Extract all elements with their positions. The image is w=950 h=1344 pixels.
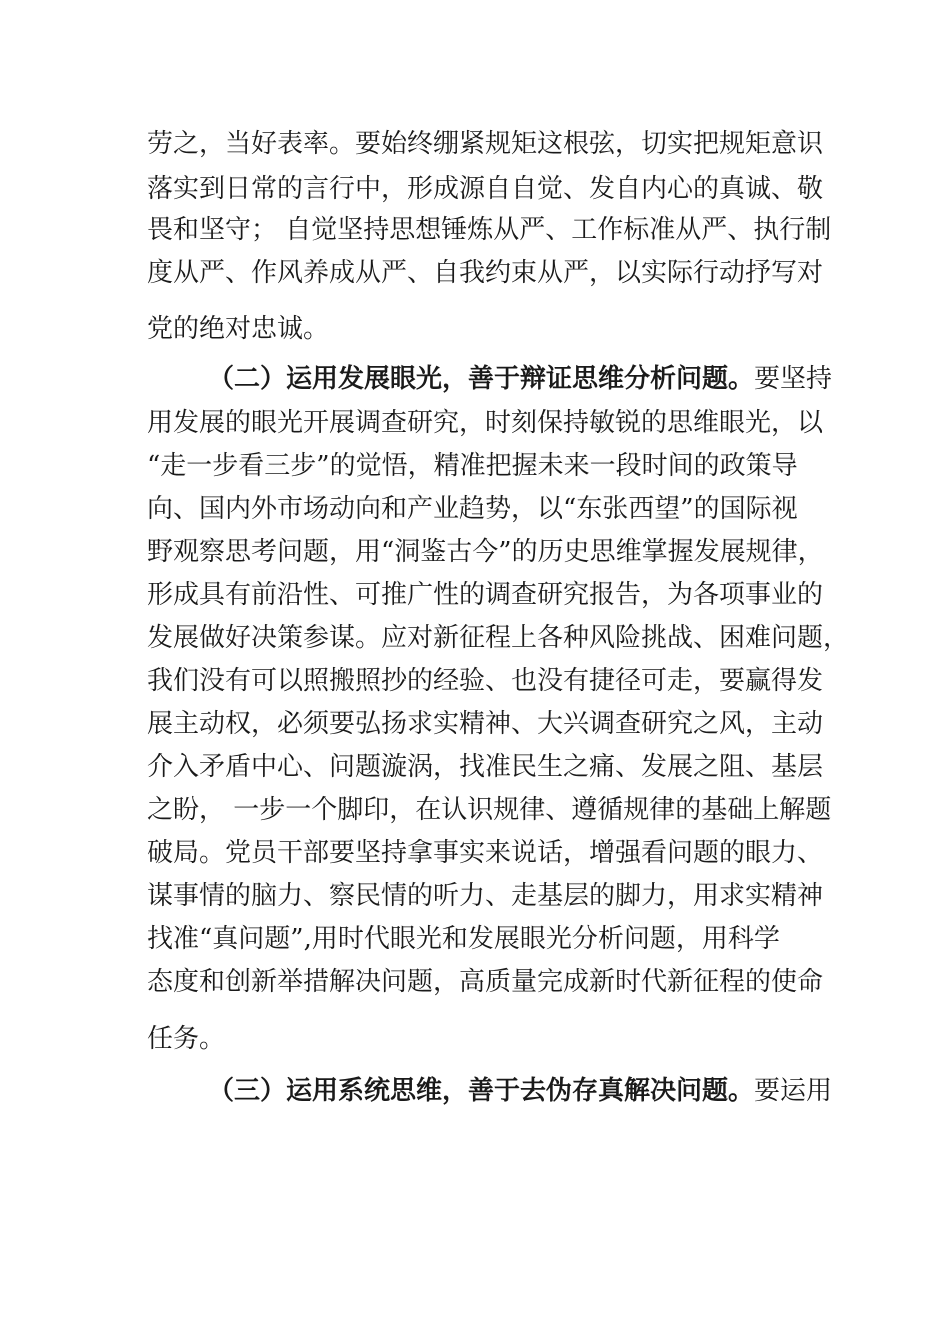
section-heading-tail: 要运用 [754,1076,833,1106]
text-line: 破局。党员干部要坚持拿事实来说话，增强看问题的眼力、 [147,838,824,868]
text-line: 介入矛盾中心、问题漩涡，找准民生之痛、发展之阻、基层 [147,752,824,782]
text-line: 形成具有前沿性、可推广性的调查研究报告，为各项事业的 [147,580,824,610]
section-heading: （二）运用发展眼光，善于辩证思维分析问题。 [208,364,755,394]
text-line: 发展做好决策参谋。应对新征程上各种风险挑战、困难问题， [147,623,850,653]
text-line: 劳之，当好表率。要始终绷紧规矩这根弦，切实把规矩意识 [147,129,824,159]
text-line: 向、国内外市场动向和产业趋势，以“东张西望”的国际视 [147,494,798,524]
text-line: 党的绝对忠诚。 [147,314,330,344]
text-line: 任务。 [147,1024,226,1054]
section-heading-line [208,362,833,396]
section-heading-line [208,1074,833,1108]
text-line: 用发展的眼光开展调查研究，时刻保持敏锐的思维眼光，以 [147,408,824,438]
text-line: 畏和坚守； 自觉坚持思想锤炼从严、工作标准从严、执行制 [147,215,832,245]
text-line: 落实到日常的言行中，形成源自自觉、发自内心的真诚、敬 [147,174,824,204]
text-line: “走一步看三步”的觉悟，精准把握未来一段时间的政策导 [147,451,798,481]
text-line: 找准“真问题”,用时代眼光和发展眼光分析问题，用科学 [147,924,780,954]
section-heading-tail: 要坚持 [754,364,833,394]
text-line: 展主动权，必须要弘扬求实精神、大兴调查研究之风，主动 [147,709,824,739]
text-line: 度从严、作风养成从严、自我约束从严，以实际行动抒写对 [147,258,824,288]
text-line: 我们没有可以照搬照抄的经验、也没有捷径可走，要赢得发 [147,666,824,696]
section-heading: （三）运用系统思维，善于去伪存真解决问题。 [208,1076,755,1106]
text-line: 之盼， 一步一个脚印，在认识规律、遵循规律的基础上解题 [147,795,832,825]
text-line: 谋事情的脑力、察民情的听力、走基层的脚力，用求实精神 [147,881,824,911]
text-line: 态度和创新举措解决问题，高质量完成新时代新征程的使命 [147,967,824,997]
text-line: 野观察思考问题，用“洞鉴古今”的历史思维掌握发展规律， [147,537,824,567]
